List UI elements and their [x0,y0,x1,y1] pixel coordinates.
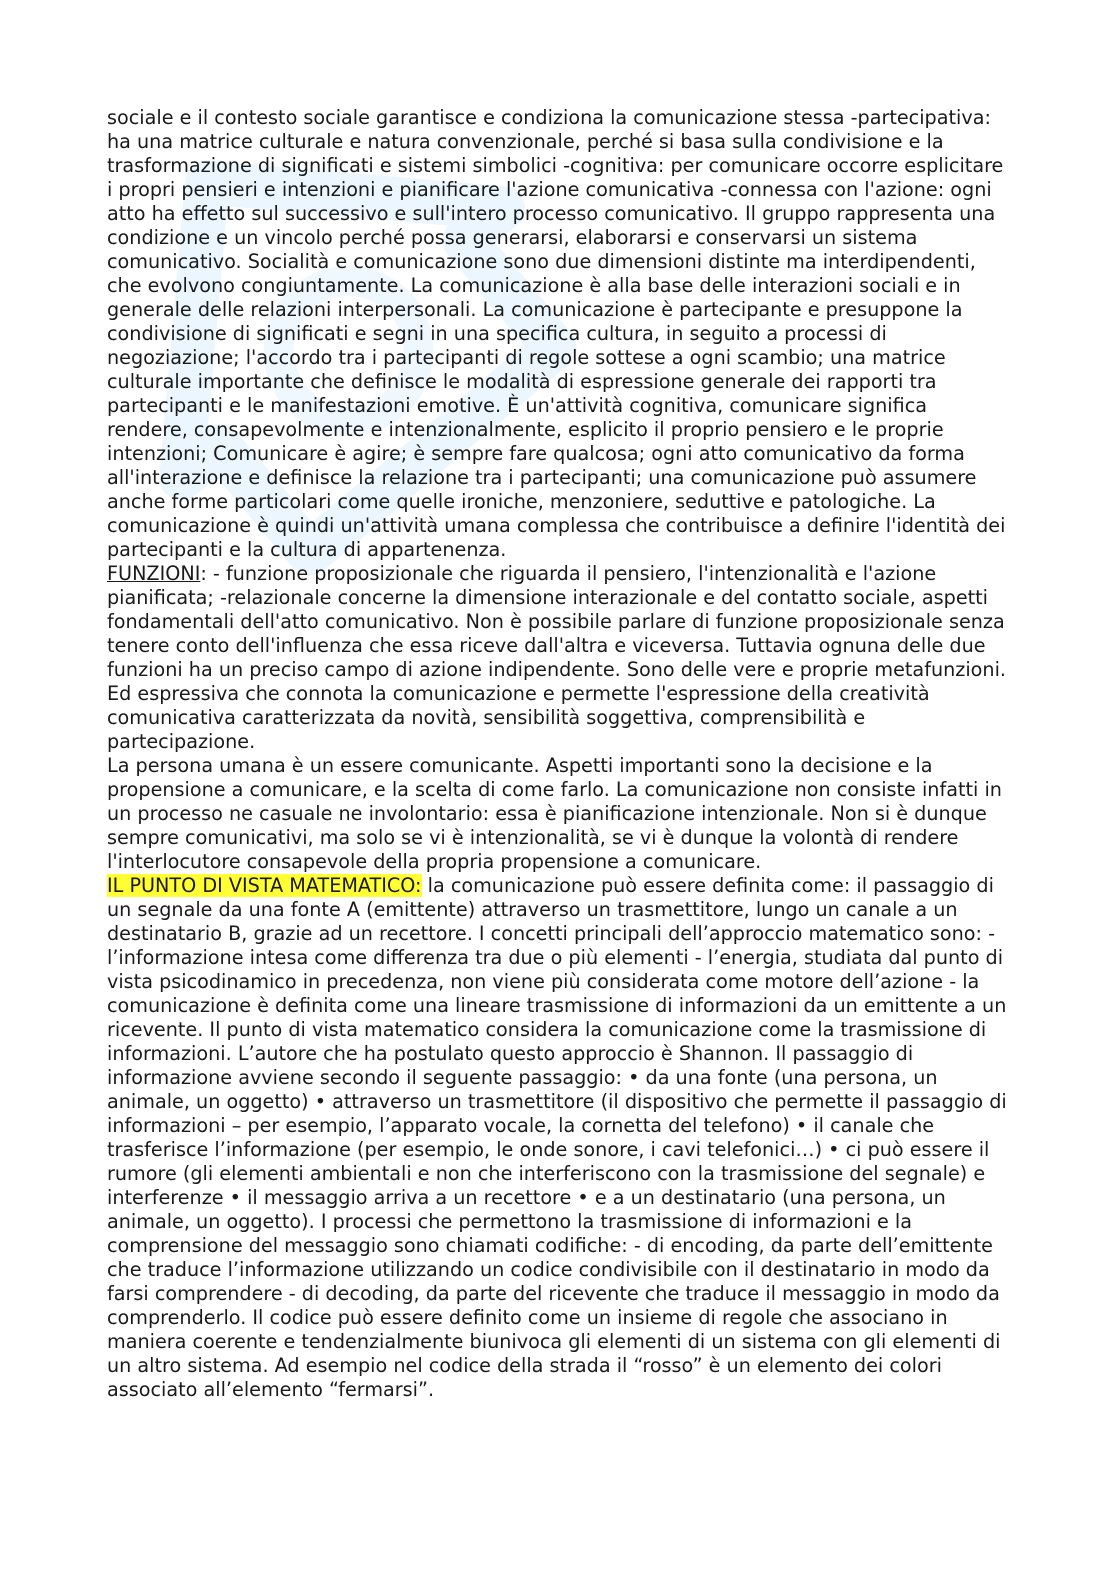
paragraph-persona: La persona umana è un essere comunicante. Aspetti importanti sono la decisione e la propensione a comunicare, e la scelta di come farlo. La comunicazione non consiste infatti in un processo ne casuale ne involontario: essa è pianificazione intenzionale. Non si è dunque sempre comunicativi, ma solo se vi è intenzionalità, se vi è dunque la volontà di rendere l'interlocutore consapevole della propria propensione a comunicare. [107,754,1002,873]
funzioni-heading: FUNZIONI [107,562,201,585]
funzioni-text: : - funzione proposizionale che riguarda il pensiero, l'intenzionalità e l'azione pianificata; -relazionale concerne la dimensione interazionale e del contatto sociale, aspetti fondamentali dell'atto comunicativo. Non è possibile parlare di funzione proposizionale senza tenere conto dell'influenza che essa riceve dall'altra e viceversa. Tuttavia ognuna delle due funzioni ha un preciso campo di azione indipendente. Sono delle vere e proprie metafunzioni. Ed espressiva che connota la comunicazione e permette l'espressione della creatività comunicativa caratterizzata da novità, sensibilità soggettiva, comprensibilità e partecipazione. [107,562,1007,753]
matematico-text: la comunicazione può essere definita come: il passaggio di un segnale da una fonte A (emittente) attraverso un trasmettitore, lungo un canale a un destinatario B, grazie ad un recettore. I concetti principali dell’approccio matematico sono: - l’informazione intesa come differenza tra due o più elementi - l’energia, studiata dal punto di vista psicodinamico in precedenza, non viene più considerata come motore dell’azione - la comunicazione è definita come una lineare trasmissione di informazioni da un emittente a un ricevente. Il punto di vista matematico considera la comunicazione come la trasmissione di informazioni. L’autore che ha postulato questo approccio è Shannon. Il passaggio di informazione avviene secondo il seguente passaggio: • da una fonte (una persona, un animale, un oggetto) • attraverso un trasmettitore (il dispositivo che permette il passaggio di informazioni – per esempio, l’apparato vocale, la cornetta del telefono) • il canale che trasferisce l’informazione (per esempio, le onde sonore, i cavi telefonici…) • ci può essere il rumore (gli elementi ambientali e non che interferiscono con la trasmissione del segnale) e interferenze • il messaggio arriva a un recettore • e a un destinatario (una persona, un animale, un oggetto). I processi che permettono la trasmissione di informazioni e la comprensione del messaggio sono chiamati codifiche: - di encoding, da parte dell’emittente che traduce l’informazione utilizzando un codice condivisibile con il destinatario in modo da farsi comprendere - di decoding, da parte del ricevente che traduce il messaggio in modo da comprenderlo. Il codice può essere definito come un insieme di regole che associano in maniera coerente e tendenzialmente biunivoca gli elementi di un sistema con gli elementi di un altro sistema. Ad esempio nel codice della strada il “rosso” è un elemento dei colori associato all’elemento “fermarsi”. [107,874,1007,1401]
matematico-heading: IL PUNTO DI VISTA MATEMATICO: [107,874,422,897]
paragraph-matematico [107,874,1007,1402]
paragraph-funzioni [107,562,1007,754]
paragraph-intro: sociale e il contesto sociale garantisce e condiziona la comunicazione stessa -partecipativa: ha una matrice culturale e natura convenzionale, perché si basa sulla condivisione e la trasformazione di significati e sistemi simbolici -cognitiva: per comunicare occorre esplicitare i propri pensieri e intenzioni e pianificare l'azione comunicativa -connessa con l'azione: ogni atto ha effetto sul successivo e sull'intero processo comunicativo. Il gruppo rappresenta una condizione e un vincolo perché possa generarsi, elaborarsi e conservarsi un sistema comunicativo. Socialità e comunicazione sono due dimensioni distinte ma interdipendenti, che evolvono congiuntamente. La comunicazione è alla base delle interazioni sociali e in generale delle relazioni interpersonali. La comunicazione è partecipante e presuppone la condivisione di significati e segni in una specifica cultura, in seguito a processi di negoziazione; l'accordo tra i partecipanti di regole sottese a ogni scambio; una matrice culturale importante che definisce le modalità di espressione generale dei rapporti tra partecipanti e le manifestazioni emotive. È un'attività cognitiva, comunicare significa rendere, consapevolmente e intenzionalmente, esplicito il proprio pensiero e le proprie intenzioni; Comunicare è agire; è sempre fare qualcosa; ogni atto comunicativo da forma all'interazione e definisce la relazione tra i partecipanti; una comunicazione può assumere anche forme particolari come quelle ironiche, menzoniere, seduttive e patologiche. La comunicazione è quindi un'attività umana complessa che contribuisce a definire l'identità dei partecipanti e la cultura di appartenenza. [107,106,1006,561]
document-body [107,106,1007,1402]
